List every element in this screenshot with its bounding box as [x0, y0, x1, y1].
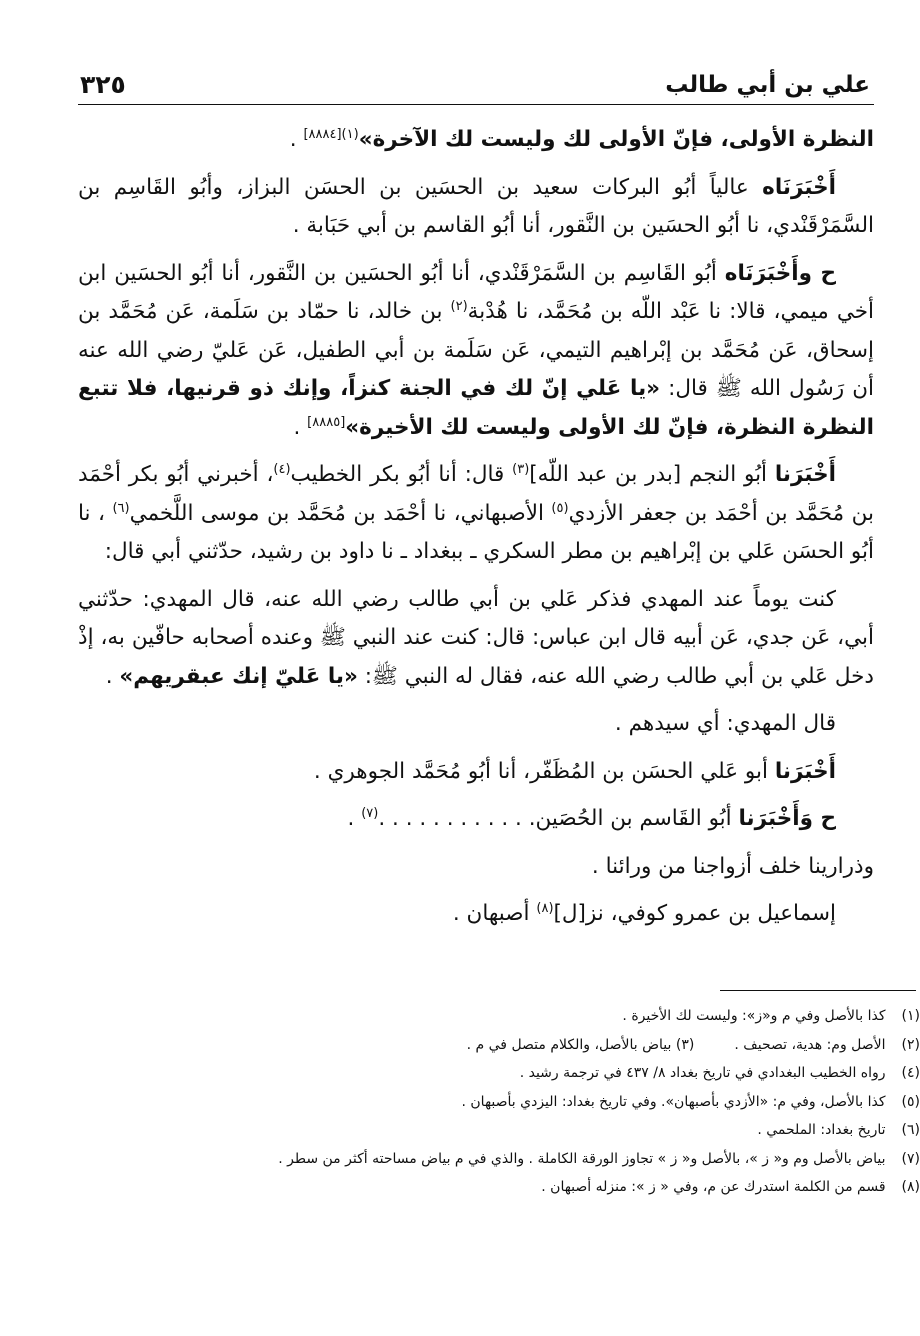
footnote-item: [124, 1088, 920, 1117]
footnote-number: (٥): [901, 1093, 920, 1110]
text-span: قال المهدي: أي سيدهم .: [614, 711, 836, 736]
footnote-number: (٢): [901, 1036, 920, 1053]
footnote-item: [124, 1173, 920, 1202]
text-span: .: [289, 127, 304, 152]
text-span: أصبهان .: [452, 901, 537, 926]
text-span: أبُو النجم [بدر بن عبد اللّه]: [529, 462, 775, 487]
footnote-ref: [٨٨٨٥]: [307, 414, 346, 430]
footnote-number: (٦): [901, 1122, 920, 1138]
footnote-text: بياض بالأصل وم و« ز »، بالأصل و« ز » تجاوز الورقة الكاملة . والذي في م بياض مساحته أكثر من سطر .: [278, 1150, 886, 1167]
text-span: أبُو القَاسم بن الحُصَين. . . . . . . . . . . .: [378, 806, 739, 831]
paragraph: [78, 169, 874, 246]
paragraph: [78, 121, 874, 160]
footnote-item: [124, 1116, 920, 1145]
running-header: [78, 64, 874, 105]
isnad-marker: ح وَأَخْبَرَنا: [738, 806, 836, 831]
text-span: ، نا أبُو الحسَن عَلي بن إبْراهيم بن مطر السكري ـ ببغداد ـ نا داود بن رشيد، حدّثني أبي قال:: [78, 500, 874, 564]
text-span: بن خالد، نا حمّاد بن سَلَمة، عَن مُحَمَّد بن إسحاق، عَن مُحَمَّد بن إبْراهيم التيمي، عَن سَلَمة بن أبي الطفيل، عَن عَليّ رضي الله عنه أن رَسُول الله ﷺ قال:: [78, 299, 874, 401]
text-span: عالياً أبُو البركات سعيد بن الحسَين بن الحسَن البزاز، وأبُو القَاسِم بن السَّمَرْقَنْدي، نا أبُو الحسَين بن النَّقور، أنا أبُو القاسم بن أبي حَبَابة .: [78, 174, 874, 238]
text-span: ، أخبرني أبُو بكر أحْمَد بن مُحَمَّد بن أحْمَد بن جعفر الأزدي: [78, 462, 874, 526]
text-span: أبو عَلي الحسَن بن المُظَفّر، أنا أبُو مُحَمَّد الجوهري .: [313, 758, 775, 784]
footnote-ref: (٦): [112, 500, 130, 516]
footnote-ref: (٧): [361, 805, 379, 821]
footnote-ref: (٢): [450, 298, 468, 314]
isnad-marker: أَخْبَرَنا: [774, 758, 836, 784]
footnote-item: [124, 1145, 920, 1174]
footnote-number: (٤): [901, 1065, 920, 1081]
book-page: [78, 64, 874, 943]
running-title: علي بن أبي طالب: [665, 72, 870, 98]
paragraph: [78, 255, 874, 448]
footnote-text: كذا بالأصل، وفي م: «الأزدي بأصبهان». وفي تاريخ بغداد: اليزدي بأصبهان .: [461, 1093, 886, 1110]
footnote-number: (٨): [901, 1179, 920, 1195]
text-span: أبُو القَاسِم بن السَّمَرْقَنْدي، أنا أبُو الحسَين بن النَّقور، أنا أبُو الحسَين ابن أخي ميمي، قالا: نا عَبْد اللّه بن مُحَمَّد، نا هُدْبة: [78, 260, 874, 324]
text-span: .: [347, 806, 362, 831]
footnote-number: (٣): [675, 1036, 695, 1053]
main-text: [78, 121, 874, 934]
text-span: الأصبهاني، نا أحْمَد بن مُحَمَّد بن موسى اللَّخمي: [129, 500, 552, 526]
footnote-ref: (١)[٨٨٨٤]: [303, 126, 359, 142]
footnote-text: كذا بالأصل وفي م و«ز»: وليست لك الأخيرة .: [622, 1008, 886, 1024]
text-span: قال: أنا أبُو بكر الخطيب: [290, 462, 513, 487]
footnote-number: (١): [901, 1008, 920, 1024]
footnote-text: بياض بالأصل، والكلام متصل في م .: [466, 1036, 672, 1053]
paragraph: [78, 456, 874, 572]
footnote-text: رواه الخطيب البغدادي في تاريخ بغداد ٨/ ٤٣٧ في ترجمة رشيد .: [519, 1065, 886, 1081]
hadith-quote: النظرة الأولى، فإنّ الأولى لك وليست لك الآخرة»: [358, 127, 874, 152]
footnote-text: الأصل وم: هدية، تصحيف .: [734, 1036, 886, 1053]
text-span: .: [105, 663, 120, 689]
footnote-divider: [720, 990, 916, 991]
text-span: كنت يوماً عند المهدي فذكر عَلي بن أبي طالب رضي الله عنه، قال المهدي: حدّثني أبي، عَن جدي، عَن أبيه قال ابن عباس: قال: كنت عند النبي ﷺ وعنده أصحابه حافّين به، إذْ دخل عَلي بن أبي طالب رضي الله عنه، فقال له النبي ﷺ:: [78, 586, 874, 689]
paragraph: [78, 581, 874, 697]
isnad-marker: ح وأَخْبَرَنَاه: [724, 260, 836, 286]
footnote-ref: (٨): [536, 900, 554, 916]
text-span: إسماعيل بن عمرو كوفي، نز[ل]: [553, 901, 836, 926]
paragraph: [78, 848, 874, 887]
footnote-item: [124, 1059, 920, 1088]
paragraph: [78, 800, 874, 839]
footnotes: [124, 1002, 920, 1202]
hadith-quote: «يا عَليّ إنك عبقريهم»: [119, 663, 358, 689]
footnote-item: [124, 1031, 920, 1060]
paragraph: [78, 753, 874, 792]
paragraph: [78, 705, 874, 744]
footnote-ref: (٤): [273, 461, 291, 477]
footnote-number: (٧): [901, 1150, 920, 1167]
paragraph: [78, 895, 874, 934]
footnote-ref: (٣): [512, 461, 530, 477]
isnad-marker: أَخْبَرَنَاه: [762, 174, 836, 200]
footnote-text: قسم من الكلمة استدرك عن م، وفي « ز »: منزله أصبهان .: [541, 1179, 886, 1195]
footnote-ref: (٥): [551, 500, 569, 516]
footnote-item: [124, 1002, 920, 1031]
text-span: وذرارينا خلف أزواجنا من ورائنا .: [591, 853, 874, 879]
footnote-text: تاريخ بغداد: الملحمي .: [757, 1122, 886, 1138]
isnad-marker: أَخْبَرَنا: [774, 462, 836, 487]
text-span: .: [293, 414, 308, 440]
hadith-quote: «يا عَلي إنّ لك في الجنة كنزاً، وإنك ذو قرنيها، فلا تتبع النظرة النظرة، فإنّ لك الأولى وليست لك الأخيرة»: [78, 376, 874, 440]
page-number: ٣٢٥: [80, 70, 126, 99]
